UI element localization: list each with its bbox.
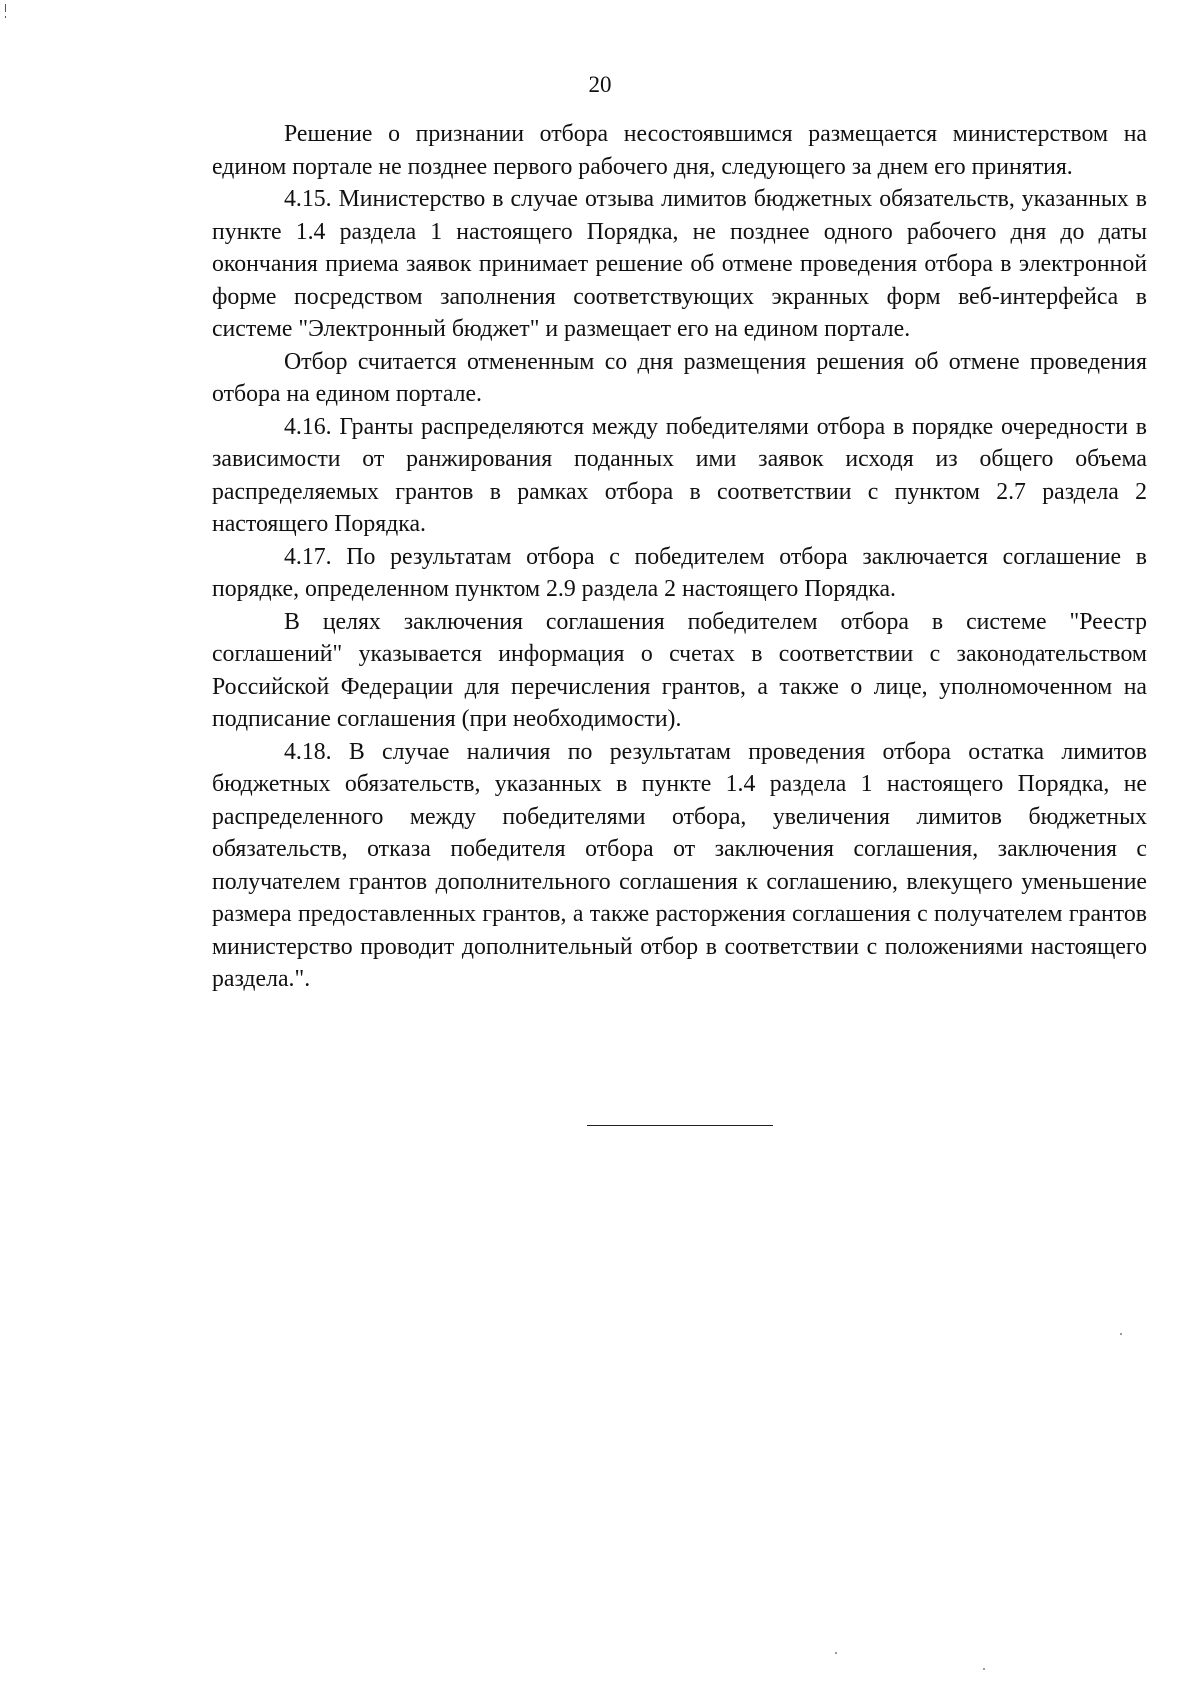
document-body [212,118,1147,996]
paragraph-decision-failed-selection: Решение о признании отбора несостоявшимся размещается министерством на едином портале не позднее первого рабочего дня, следующего за днем его принятия. [212,121,1147,180]
scan-artifact [1120,1333,1122,1335]
scan-artifact [5,16,6,18]
scan-artifact [983,1668,985,1670]
paragraph-agreement-registry: В целях заключения соглашения победителем отбора в системе "Реестр соглашений" указывается информация о счетах в соответствии с законодательством Российской Федерации для перечисления грантов, а также о лице, уполномоченном на подписание соглашения (при необходимости). [212,608,1147,732]
paragraph-4-18: 4.18. В случае наличия по результатам проведения отбора остатка лимитов бюджетных обязательств, указанных в пункте 1.4 раздела 1 настоящего Порядка, не распределенного между победителями отбора, увеличения лимитов бюджетных обязательств, отказа победителя отбора от заключения соглашения, заключения с получателем грантов дополнительного соглашения к соглашению, влекущего уменьшение размера предоставленных грантов, а также расторжения соглашения с получателем грантов министерство проводит дополнительный отбор в соответствии с положениями настоящего раздела.". [212,738,1147,992]
paragraph-selection-cancelled: Отбор считается отмененным со дня размещения решения об отмене проведения отбора на едином портале. [212,348,1147,407]
paragraph-4-15: 4.15. Министерство в случае отзыва лимитов бюджетных обязательств, указанных в пункте 1.4 раздела 1 настоящего Порядка, не позднее одного рабочего дня до даты окончания приема заявок принимает решение об отмене проведения отбора в электронной форме посредством заполнения соответствующих экранных форм веб-интерфейса в системе "Электронный бюджет" и размещает его на едином портале. [212,186,1147,342]
page-number: 20 [588,72,612,97]
scan-artifact [5,4,6,12]
end-of-text-rule [587,1125,773,1126]
scan-artifact [835,1652,837,1654]
paragraph-4-17: 4.17. По результатам отбора с победителем отбора заключается соглашение в порядке, определенном пунктом 2.9 раздела 2 настоящего Порядка. [212,543,1147,602]
paragraph-4-16: 4.16. Гранты распределяются между победителями отбора в порядке очередности в зависимости от ранжирования поданных ими заявок исходя из общего объема распределяемых грантов в рамках отбора в соответствии с пунктом 2.7 раздела 2 настоящего Порядка. [212,413,1147,537]
